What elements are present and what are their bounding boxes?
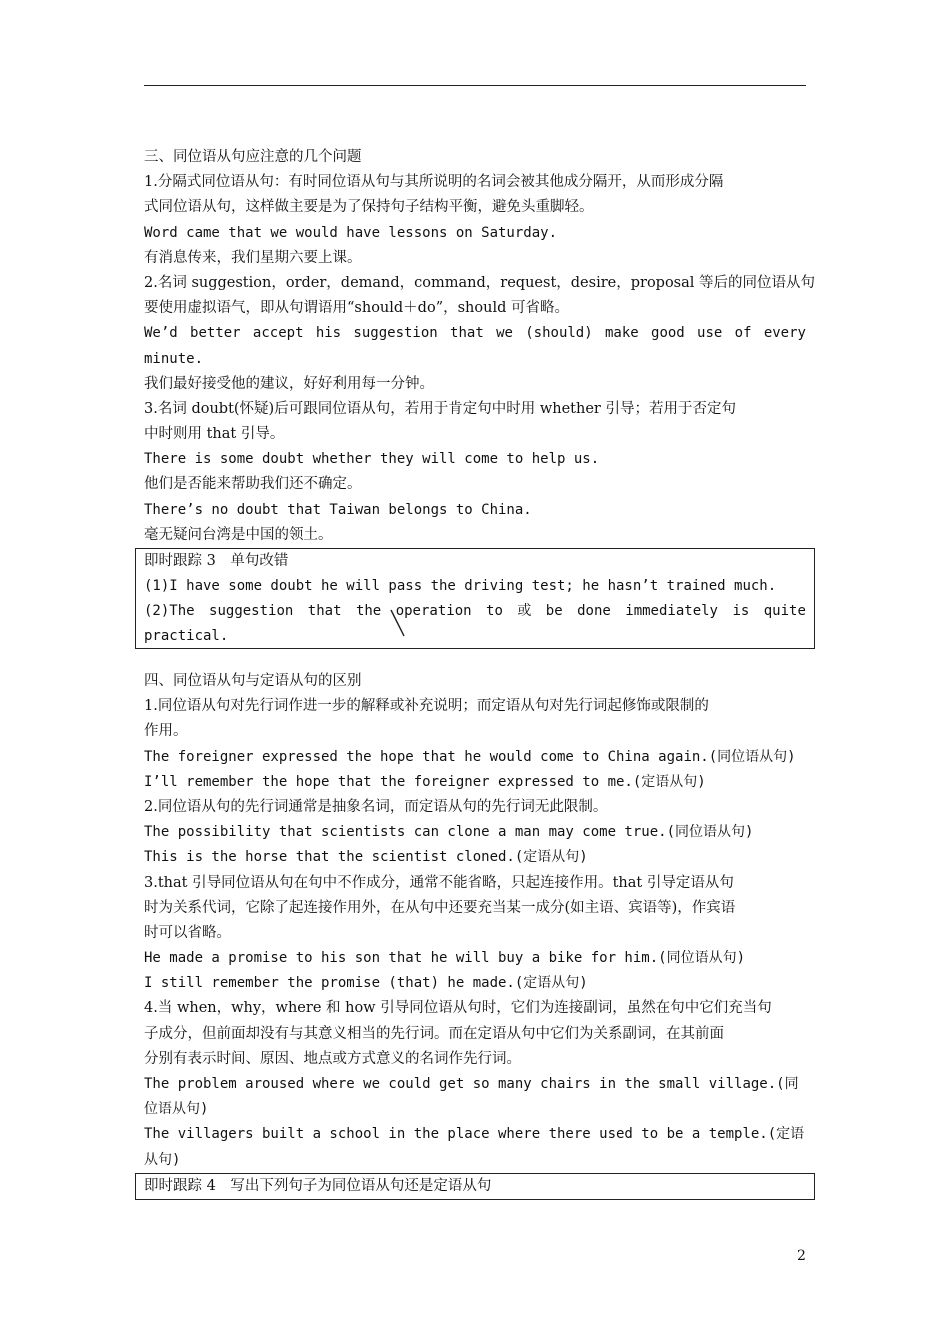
example-sentence: There is some doubt whether they will come to help us.	[144, 451, 600, 468]
example-sentence: I still remember the promise (that) he made.(定语从句)	[144, 975, 588, 992]
word: We’d	[144, 325, 178, 342]
word: suggestion	[209, 603, 294, 619]
header-rule	[144, 85, 806, 86]
word: of	[734, 325, 752, 342]
paragraph-line: 1.分隔式同位语从句：有时同位语从句与其所说明的名词会被其他成分隔开，从而形成分隔	[144, 174, 724, 191]
word: every	[763, 325, 806, 342]
word: use	[697, 325, 723, 342]
word: better	[190, 325, 241, 342]
example-sentence: The foreigner expressed the hope that he would come to China again.(同位语从句)	[144, 748, 796, 765]
page-number: 2	[797, 1248, 806, 1264]
word: is	[732, 603, 750, 619]
example-translation: 我们最好接受他的建议，好好利用每一分钟。	[144, 375, 434, 392]
word: suggestion	[353, 325, 438, 342]
exercise-item-2	[144, 599, 806, 624]
word: we	[496, 325, 513, 342]
word: quite	[763, 603, 806, 619]
word: be	[545, 603, 563, 619]
example-sentence: 从句)	[144, 1151, 181, 1168]
section-3-title: 三、同位语从句应注意的几个问题	[144, 149, 362, 165]
paragraph-line: 1.同位语从句对先行词作进一步的解释或补充说明；而定语从句对先行词起修饰或限制的	[144, 698, 709, 715]
correction-mark	[388, 608, 408, 638]
exercise-box-title: 即时跟踪 4 写出下列句子为同位语从句还是定语从句	[144, 1177, 492, 1194]
example-sentence-justified	[144, 321, 806, 346]
word: (should)	[525, 325, 593, 342]
word: accept	[252, 325, 304, 342]
section-4-title: 四、同位语从句与定语从句的区别	[144, 673, 362, 689]
word: operation	[395, 603, 472, 619]
example-sentence: minute.	[144, 350, 204, 367]
word: to	[486, 603, 503, 619]
example-sentence: Word came that we would have lessons on Saturday.	[144, 224, 558, 241]
exercise-item-1: (1)I have some doubt he will pass the driving test; he hasn’t trained much.	[144, 578, 777, 594]
word: make	[604, 325, 639, 342]
paragraph-line: 要使用虚拟语气，即从句谓语用“should＋do”，should 可省略。	[144, 300, 569, 317]
paragraph-line: 2.同位语从句的先行词通常是抽象名词，而定语从句的先行词无此限制。	[144, 798, 608, 815]
word: good	[651, 325, 685, 342]
paragraph-line: 3.名词 doubt(怀疑)后可跟同位语从句，若用于肯定句中时用 whether 引导；若用于否定句	[144, 400, 736, 417]
exercise-box-4	[135, 1173, 815, 1200]
example-sentence: The villagers built a school in the place where there used to be a temple.(定语	[144, 1126, 805, 1143]
exercise-box-3	[135, 548, 815, 649]
paragraph-line: 时可以省略。	[144, 924, 231, 941]
paragraph-line: 分别有表示时间、原因、地点或方式意义的名词作先行词。	[144, 1050, 521, 1067]
word: (2)The	[144, 603, 195, 619]
paragraph-line: 式同位语从句，这样做主要是为了保持句子结构平衡，避免头重脚轻。	[144, 199, 594, 216]
paragraph-line: 时为关系代词，它除了起连接作用外，在从句中还要充当某一成分(如主语、宾语等)，作宾语	[144, 899, 736, 916]
example-sentence: He made a promise to his son that he will buy a bike for him.(同位语从句)	[144, 950, 746, 967]
document-body	[144, 145, 816, 1200]
word: immediately	[625, 603, 718, 619]
word: done	[577, 603, 611, 619]
word: that	[307, 603, 342, 619]
example-sentence: 位语从句)	[144, 1101, 209, 1118]
paragraph-line: 4.当 when，why，where 和 how 引导同位语从句时，它们为连接副词，虽然在句中它们充当句	[144, 1000, 772, 1017]
spacer	[144, 649, 806, 669]
example-translation: 有消息传来，我们星期六要上课。	[144, 249, 362, 266]
example-translation: 他们是否能来帮助我们还不确定。	[144, 476, 362, 493]
paragraph-line: 作用。	[144, 723, 188, 740]
word: his	[315, 325, 342, 342]
paragraph-line: 子成分，但前面却没有与其意义相当的先行词。而在定语从句中它们为关系副词，在其前面	[144, 1025, 724, 1042]
example-sentence: The problem aroused where we could get so many chairs in the small village.(同	[144, 1076, 799, 1092]
example-sentence: The possibility that scientists can clone a man may come true.(同位语从句)	[144, 824, 754, 841]
word: 或	[517, 603, 532, 619]
exercise-box-title: 即时跟踪 3 单句改错	[144, 553, 289, 569]
example-sentence: This is the horse that the scientist cloned.(定语从句)	[144, 849, 588, 866]
paragraph-line: 2.名词 suggestion，order，demand，command，request，desire，proposal 等后的同位语从句	[144, 274, 816, 291]
example-sentence: There’s no doubt that Taiwan belongs to China.	[144, 501, 532, 518]
example-sentence: I’ll remember the hope that the foreigner expressed to me.(定语从句)	[144, 773, 706, 790]
paragraph-line: 中时则用 that 引导。	[144, 426, 285, 443]
word: the	[355, 603, 382, 619]
exercise-item-2-cont: practical.	[144, 628, 229, 644]
paragraph-line: 3.that 引导同位语从句在句中不作成分，通常不能省略，只起连接作用。that 引导定语从句	[144, 874, 734, 891]
word: that	[450, 325, 484, 342]
example-translation: 毫无疑问台湾是中国的领土。	[144, 526, 333, 543]
